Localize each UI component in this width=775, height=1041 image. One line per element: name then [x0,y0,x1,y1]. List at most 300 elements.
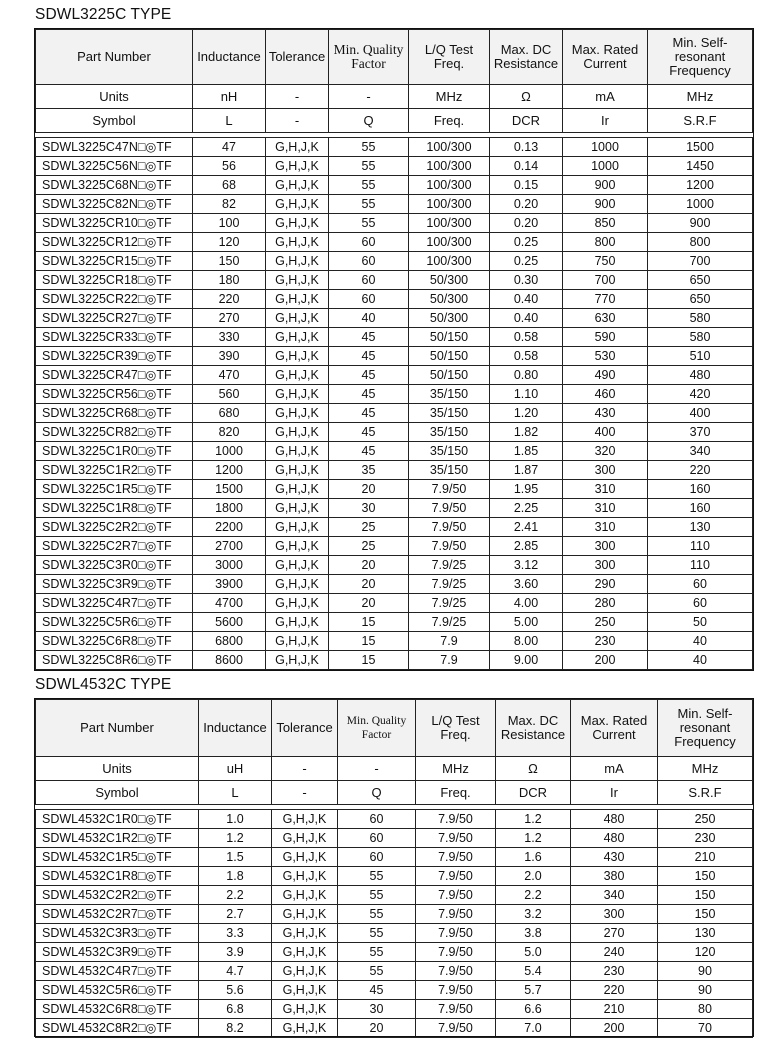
part-number-cell: SDWL3225CR68□◎TF [36,404,193,423]
value-cell: 4700 [193,594,266,613]
value-cell: 60 [648,575,753,594]
symbol-cell: Ir [563,109,648,133]
value-cell: 230 [571,962,658,981]
value-cell: 400 [648,404,753,423]
value-cell: 3.8 [496,924,571,943]
value-cell: 7.9/50 [409,480,490,499]
value-cell: 1000 [193,442,266,461]
table-row [36,385,753,404]
units-cell: MHz [658,757,753,781]
units-cell: mA [571,757,658,781]
value-cell: 210 [571,1000,658,1019]
header-row [36,700,753,757]
value-cell: 100/300 [409,233,490,252]
column-header: Min. Self-resonant Frequency [648,30,753,85]
part-number-cell: SDWL3225CR12□◎TF [36,233,193,252]
value-cell: 35 [329,461,409,480]
value-cell: 220 [648,461,753,480]
value-cell: 120 [658,943,753,962]
part-number-cell: SDWL3225C4R7□◎TF [36,594,193,613]
part-number-cell: SDWL4532C2R7□◎TF [36,905,199,924]
value-cell: 60 [338,848,416,867]
value-cell: 580 [648,328,753,347]
value-cell: 50/150 [409,328,490,347]
value-cell: 280 [563,594,648,613]
value-cell: 7.9 [409,632,490,651]
part-number-cell: SDWL3225C1R0□◎TF [36,442,193,461]
part-number-cell: SDWL3225C1R5□◎TF [36,480,193,499]
value-cell: 0.25 [490,233,563,252]
table-row [36,366,753,385]
value-cell: 60 [648,594,753,613]
part-number-cell: SDWL3225C1R2□◎TF [36,461,193,480]
value-cell: 590 [563,328,648,347]
value-cell: 7.9/50 [416,1000,496,1019]
value-cell: G,H,J,K [266,328,329,347]
units-cell: MHz [648,85,753,109]
value-cell: 60 [329,271,409,290]
value-cell: 7.9/25 [409,613,490,632]
value-cell: 15 [329,651,409,670]
symbol-cell: - [272,781,338,805]
symbol-row [36,109,753,133]
value-cell: 2.0 [496,867,571,886]
column-header: L/Q Test Freq. [409,30,490,85]
value-cell: 7.9/50 [416,867,496,886]
value-cell: 25 [329,537,409,556]
part-number-cell: SDWL3225CR33□◎TF [36,328,193,347]
value-cell: 50/300 [409,309,490,328]
value-cell: 45 [338,981,416,1000]
value-cell: 55 [329,214,409,233]
column-header: Min. Self-resonant Frequency [658,700,753,757]
value-cell: 7.9/50 [416,886,496,905]
spec-table-sdwl4532c [35,699,753,1038]
value-cell: 3.60 [490,575,563,594]
value-cell: 1.6 [496,848,571,867]
part-number-cell: SDWL3225C3R9□◎TF [36,575,193,594]
value-cell: 1.0 [199,810,272,829]
value-cell: G,H,J,K [272,1000,338,1019]
value-cell: G,H,J,K [266,176,329,195]
table-row [36,651,753,670]
value-cell: 1.85 [490,442,563,461]
value-cell: 480 [571,810,658,829]
symbol-cell: S.R.F [658,781,753,805]
table-row [36,905,753,924]
value-cell: 6.6 [496,1000,571,1019]
section-title-sdwl4532c: SDWL4532C TYPE [35,676,172,693]
value-cell: 1.2 [199,829,272,848]
value-cell: 2.2 [199,886,272,905]
part-number-cell: SDWL3225C3R0□◎TF [36,556,193,575]
units-cell: - [272,757,338,781]
value-cell: G,H,J,K [266,537,329,556]
value-cell: 7.9/25 [409,594,490,613]
value-cell: 340 [571,886,658,905]
value-cell: 5.7 [496,981,571,1000]
column-header: Max. Rated Current [571,700,658,757]
table-row [36,613,753,632]
value-cell: 700 [563,271,648,290]
value-cell: 100/300 [409,138,490,157]
table-row [36,1000,753,1019]
value-cell: 300 [563,556,648,575]
part-number-cell: SDWL3225CR15□◎TF [36,252,193,271]
value-cell: 460 [563,385,648,404]
value-cell: 0.14 [490,157,563,176]
value-cell: 300 [571,905,658,924]
part-number-cell: SDWL3225C82N□◎TF [36,195,193,214]
value-cell: 270 [193,309,266,328]
value-cell: 60 [329,233,409,252]
value-cell: 40 [329,309,409,328]
table-row [36,943,753,962]
part-number-cell: SDWL4532C3R9□◎TF [36,943,199,962]
units-cell: - [266,85,329,109]
value-cell: 7.9/50 [416,1019,496,1038]
value-cell: 6800 [193,632,266,651]
value-cell: 68 [193,176,266,195]
value-cell: 770 [563,290,648,309]
value-cell: 50/150 [409,366,490,385]
value-cell: 1.5 [199,848,272,867]
value-cell: 680 [193,404,266,423]
value-cell: G,H,J,K [272,924,338,943]
value-cell: 270 [571,924,658,943]
symbol-cell: L [193,109,266,133]
value-cell: 35/150 [409,442,490,461]
value-cell: 2700 [193,537,266,556]
value-cell: 50/300 [409,271,490,290]
value-cell: G,H,J,K [266,632,329,651]
value-cell: 310 [563,518,648,537]
units-cell: - [338,757,416,781]
value-cell: 310 [563,480,648,499]
symbol-cell: Freq. [409,109,490,133]
symbol-cell: Symbol [36,109,193,133]
header-row [36,30,753,85]
value-cell: 220 [571,981,658,1000]
value-cell: 290 [563,575,648,594]
part-number-cell: SDWL4532C1R8□◎TF [36,867,199,886]
table-row [36,214,753,233]
value-cell: 200 [571,1019,658,1038]
value-cell: 7.9/50 [416,981,496,1000]
table-row [36,810,753,829]
part-number-cell: SDWL3225C8R6□◎TF [36,651,193,670]
value-cell: 230 [563,632,648,651]
spec-table-sdwl3225c [35,29,753,670]
value-cell: 7.9/50 [416,848,496,867]
value-cell: 35/150 [409,461,490,480]
table-row [36,981,753,1000]
value-cell: 2.2 [496,886,571,905]
value-cell: G,H,J,K [266,347,329,366]
value-cell: 0.58 [490,347,563,366]
value-cell: G,H,J,K [272,981,338,1000]
value-cell: 0.20 [490,195,563,214]
value-cell: 370 [648,423,753,442]
value-cell: 220 [193,290,266,309]
value-cell: 7.9/50 [416,924,496,943]
value-cell: 470 [193,366,266,385]
value-cell: 30 [338,1000,416,1019]
column-header: Part Number [36,30,193,85]
value-cell: G,H,J,K [266,233,329,252]
value-cell: 55 [338,905,416,924]
value-cell: G,H,J,K [266,252,329,271]
value-cell: 1.2 [496,829,571,848]
column-header: Part Number [36,700,199,757]
value-cell: G,H,J,K [266,195,329,214]
table-row [36,1019,753,1038]
value-cell: 8.2 [199,1019,272,1038]
part-number-cell: SDWL3225CR39□◎TF [36,347,193,366]
value-cell: G,H,J,K [266,594,329,613]
value-cell: G,H,J,K [266,442,329,461]
value-cell: G,H,J,K [272,867,338,886]
symbol-cell: L [199,781,272,805]
symbol-cell: Freq. [416,781,496,805]
part-number-cell: SDWL3225CR18□◎TF [36,271,193,290]
value-cell: 130 [648,518,753,537]
value-cell: 4.7 [199,962,272,981]
value-cell: 820 [193,423,266,442]
value-cell: G,H,J,K [266,556,329,575]
table-row [36,518,753,537]
value-cell: 1.87 [490,461,563,480]
value-cell: G,H,J,K [266,651,329,670]
value-cell: 100/300 [409,157,490,176]
table-row [36,537,753,556]
column-header: L/Q Test Freq. [416,700,496,757]
part-number-cell: SDWL3225CR10□◎TF [36,214,193,233]
value-cell: 6.8 [199,1000,272,1019]
value-cell: 400 [563,423,648,442]
value-cell: 8.00 [490,632,563,651]
table-row [36,157,753,176]
value-cell: 35/150 [409,423,490,442]
value-cell: 15 [329,613,409,632]
table-row [36,195,753,214]
value-cell: 510 [648,347,753,366]
value-cell: 5.4 [496,962,571,981]
value-cell: G,H,J,K [272,829,338,848]
value-cell: 50 [648,613,753,632]
value-cell: 60 [329,252,409,271]
column-header: Inductance [199,700,272,757]
value-cell: 45 [329,366,409,385]
value-cell: 20 [329,556,409,575]
value-cell: 2.41 [490,518,563,537]
value-cell: 45 [329,328,409,347]
value-cell: 3.3 [199,924,272,943]
value-cell: G,H,J,K [266,499,329,518]
value-cell: G,H,J,K [266,404,329,423]
column-header: Tolerance [266,30,329,85]
part-number-cell: SDWL3225CR22□◎TF [36,290,193,309]
value-cell: 150 [193,252,266,271]
table-row [36,575,753,594]
table-row [36,404,753,423]
value-cell: 700 [648,252,753,271]
value-cell: 60 [338,829,416,848]
value-cell: 25 [329,518,409,537]
value-cell: 55 [338,924,416,943]
part-number-cell: SDWL4532C4R7□◎TF [36,962,199,981]
value-cell: 580 [648,309,753,328]
value-cell: 40 [648,632,753,651]
value-cell: 340 [648,442,753,461]
value-cell: G,H,J,K [266,157,329,176]
table-row [36,252,753,271]
value-cell: 7.9/50 [409,537,490,556]
value-cell: 55 [338,962,416,981]
value-cell: G,H,J,K [266,480,329,499]
value-cell: 420 [648,385,753,404]
value-cell: G,H,J,K [266,138,329,157]
value-cell: 320 [563,442,648,461]
value-cell: 100/300 [409,214,490,233]
part-number-cell: SDWL3225C1R8□◎TF [36,499,193,518]
table-row [36,867,753,886]
value-cell: 60 [338,810,416,829]
units-cell: uH [199,757,272,781]
value-cell: G,H,J,K [266,366,329,385]
table-row [36,886,753,905]
value-cell: 120 [193,233,266,252]
value-cell: 650 [648,271,753,290]
value-cell: 1.95 [490,480,563,499]
value-cell: 250 [658,810,753,829]
value-cell: 3000 [193,556,266,575]
value-cell: 110 [648,537,753,556]
value-cell: 1500 [648,138,753,157]
value-cell: 3.9 [199,943,272,962]
value-cell: 800 [563,233,648,252]
value-cell: G,H,J,K [266,423,329,442]
column-header: Max. Rated Current [563,30,648,85]
symbol-cell: Q [338,781,416,805]
value-cell: 45 [329,347,409,366]
symbol-cell: DCR [496,781,571,805]
units-cell: MHz [416,757,496,781]
value-cell: 300 [563,461,648,480]
value-cell: 1450 [648,157,753,176]
part-number-cell: SDWL3225C2R2□◎TF [36,518,193,537]
value-cell: 7.9/25 [409,556,490,575]
value-cell: 1.82 [490,423,563,442]
value-cell: 900 [563,176,648,195]
value-cell: 1800 [193,499,266,518]
value-cell: G,H,J,K [266,309,329,328]
table-row [36,290,753,309]
value-cell: 60 [329,290,409,309]
value-cell: 5.6 [199,981,272,1000]
table-row [36,499,753,518]
column-header: Min. Quality Factor [338,700,416,757]
column-header: Max. DC Resistance [490,30,563,85]
part-number-cell: SDWL3225CR27□◎TF [36,309,193,328]
value-cell: 650 [648,290,753,309]
value-cell: 110 [648,556,753,575]
value-cell: 50/150 [409,347,490,366]
table-row [36,829,753,848]
value-cell: 20 [338,1019,416,1038]
value-cell: 800 [648,233,753,252]
units-row [36,757,753,781]
value-cell: 20 [329,480,409,499]
value-cell: G,H,J,K [272,943,338,962]
value-cell: 480 [648,366,753,385]
value-cell: 100/300 [409,176,490,195]
table-row [36,347,753,366]
value-cell: G,H,J,K [266,385,329,404]
table-row [36,848,753,867]
part-number-cell: SDWL3225C2R7□◎TF [36,537,193,556]
value-cell: 56 [193,157,266,176]
value-cell: 230 [658,829,753,848]
value-cell: 560 [193,385,266,404]
value-cell: 1.8 [199,867,272,886]
value-cell: 3.12 [490,556,563,575]
value-cell: 900 [648,214,753,233]
value-cell: 200 [563,651,648,670]
column-header: Inductance [193,30,266,85]
value-cell: 100/300 [409,252,490,271]
value-cell: 1000 [563,157,648,176]
table-row [36,271,753,290]
value-cell: 45 [329,385,409,404]
part-number-cell: SDWL4532C8R2□◎TF [36,1019,199,1038]
value-cell: 1000 [563,138,648,157]
value-cell: 70 [658,1019,753,1038]
symbol-row [36,781,753,805]
part-number-cell: SDWL3225C56N□◎TF [36,157,193,176]
value-cell: 300 [563,537,648,556]
value-cell: 7.9/25 [409,575,490,594]
value-cell: 1500 [193,480,266,499]
value-cell: 160 [648,499,753,518]
value-cell: 330 [193,328,266,347]
units-row [36,85,753,109]
value-cell: 55 [338,867,416,886]
value-cell: 150 [658,905,753,924]
value-cell: 1.20 [490,404,563,423]
part-number-cell: SDWL3225C5R6□◎TF [36,613,193,632]
value-cell: 240 [571,943,658,962]
value-cell: 0.15 [490,176,563,195]
value-cell: G,H,J,K [266,461,329,480]
symbol-cell: DCR [490,109,563,133]
value-cell: 150 [658,886,753,905]
table-row [36,328,753,347]
symbol-cell: Ir [571,781,658,805]
value-cell: G,H,J,K [272,1019,338,1038]
value-cell: 310 [563,499,648,518]
value-cell: 2200 [193,518,266,537]
part-number-cell: SDWL4532C2R2□◎TF [36,886,199,905]
value-cell: 130 [658,924,753,943]
value-cell: 250 [563,613,648,632]
value-cell: G,H,J,K [266,575,329,594]
section-title-sdwl3225c: SDWL3225C TYPE [35,6,172,23]
table-row [36,461,753,480]
value-cell: 7.9/50 [416,905,496,924]
value-cell: 3.2 [496,905,571,924]
part-number-cell: SDWL3225CR82□◎TF [36,423,193,442]
